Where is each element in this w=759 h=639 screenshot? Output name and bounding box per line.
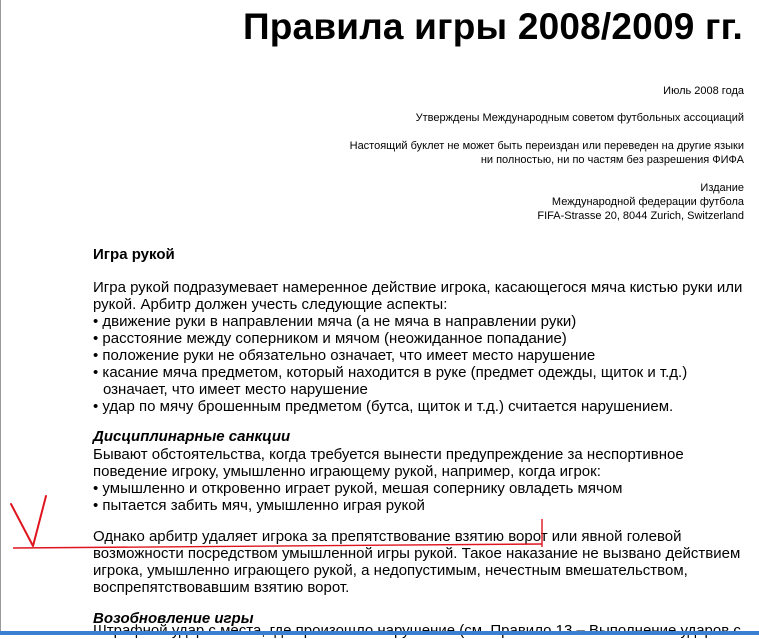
handball-criteria-list <box>93 313 743 381</box>
text-line: воспрепятствовавшим взятию ворот. <box>93 579 350 596</box>
checkmark-annotation <box>11 496 46 546</box>
list-item: • расстояние между соперником и мячом (неожиданное попадание) <box>93 330 743 347</box>
text-line: возможности посредством умышленной игры рукой. Такое наказание не вызвано действием <box>93 545 741 562</box>
list-item: • касание мяча предметом, который находится в руке (предмет одежды, щиток и т.д.) <box>93 364 743 381</box>
text-line: Бывают обстоятельства, когда требуется вынести предупреждение за неспортивное <box>93 446 684 463</box>
list-item: • движение руки в направлении мяча (а не мяча в направлении руки) <box>93 313 743 330</box>
window-bottom-border <box>0 631 759 635</box>
copyright-line: Настоящий буклет не может быть переиздан или переведен на другие языки <box>349 140 744 152</box>
publisher-line: Международной федерации футбола <box>551 196 744 208</box>
date-text: Июль 2008 года <box>663 85 744 97</box>
approval-note <box>416 111 744 125</box>
section-heading-handball: Игра рукой <box>93 246 175 263</box>
section-heading-restart: Возобновление игры <box>93 610 254 627</box>
text-line: поведение игроку, умышленно играющему рукой, например, когда игрок: <box>93 463 601 480</box>
text-line: игрока, умышленно играющего рукой, а недопустимым, нечестным вмешательством, <box>93 562 688 579</box>
text-line: рукой. Арбитр должен учесть следующие аспекты: <box>93 296 448 313</box>
handball-text <box>93 279 743 415</box>
approval-text: Утверждены Международным советом футбольных ассоциаций <box>415 112 744 124</box>
discipline-text <box>93 446 743 514</box>
text-line: Однако арбитр удаляет игрока за препятствование взятию ворот или явной голевой <box>93 528 682 545</box>
list-item: • умышленно и откровенно играет рукой, мешая сопернику овладеть мячом <box>93 480 743 497</box>
list-item: • положение руки не обязательно означает, что имеет место нарушение <box>93 347 743 364</box>
handball-criteria-list-end <box>93 398 743 415</box>
document-title: Правила игры 2008/2009 гг. <box>242 6 743 47</box>
publisher-line: Издание <box>700 182 744 194</box>
publisher-line: FIFA-Strasse 20, 8044 Zurich, Switzerland <box>537 210 744 222</box>
sendoff-paragraph <box>93 528 743 596</box>
publication-date <box>663 84 744 98</box>
publisher-block <box>537 181 744 223</box>
section-heading-discipline: Дисциплинарные санкции <box>93 428 291 445</box>
list-item-continuation: означает, что имеет место нарушение <box>103 381 368 398</box>
page-left-edge <box>0 0 1 635</box>
text-line: Игра рукой подразумевает намеренное действие игрока, касающегося мяча кистью руки или <box>93 279 743 296</box>
copyright-line: ни полностью, ни по частям без разрешения ФИФА <box>480 154 744 166</box>
list-item: • удар по мячу брошенным предметом (бутса, щиток и т.д.) считается нарушением. <box>93 398 743 415</box>
list-item: • пытается забить мяч, умышленно играя рукой <box>93 497 743 514</box>
copyright-note <box>350 139 744 167</box>
caution-cases-list <box>93 480 743 514</box>
